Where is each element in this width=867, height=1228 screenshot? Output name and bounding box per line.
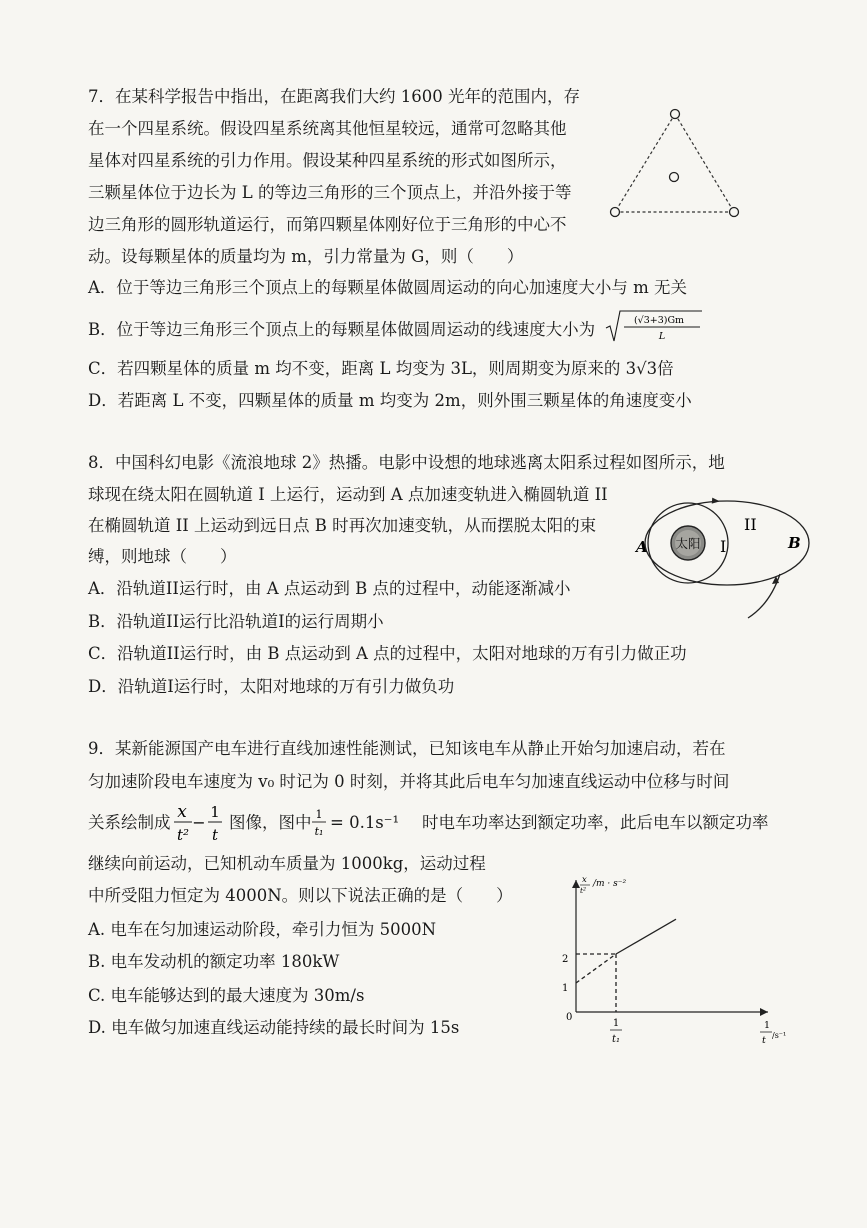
orbit-ii xyxy=(645,501,809,585)
q7-option-c: C．若四颗星体的质量 m 均不变，距离 L 均变为 3L，则周期变为原来的 3√3倍 xyxy=(88,359,674,378)
q9-stem-line-1: 9．某新能源国产电车进行直线加速性能测试，已知该电车从静止开始匀加速启动，若在 xyxy=(88,739,726,758)
q9-fraction-expression xyxy=(172,800,228,846)
q8-option-c: C．沿轨道II运行时，由 B 点运动到 A 点的过程中，太阳对地球的万有引力做正功 xyxy=(88,644,687,663)
q9-condition-fraction xyxy=(310,806,328,842)
svg-text:1: 1 xyxy=(764,1020,771,1031)
formula-numerator: (√3+3)Gm xyxy=(633,315,685,326)
q7-stem-line-6: 动。设每颗星体的质量均为 m，引力常量为 G，则（ ） xyxy=(88,247,524,266)
y-tick-1: 1 xyxy=(562,983,569,994)
y-axis-label xyxy=(580,875,627,895)
q9-option-b: B. 电车发动机的额定功率 180kW xyxy=(88,952,340,971)
q9-stem-line-3-d: 时电车功率达到额定功率，此后电车以额定功率 xyxy=(422,813,769,832)
q8-stem-line-1: 8．中国科幻电影《流浪地球 2》热播。电影中设想的地球逃离太阳系过程如图所示，地 xyxy=(88,453,725,472)
point-a-label: A xyxy=(636,538,648,556)
svg-text:1: 1 xyxy=(612,1018,620,1029)
y-axis-arrow-icon xyxy=(572,880,580,888)
y-tick-2: 2 xyxy=(562,954,569,965)
svg-text:t: t xyxy=(762,1035,766,1046)
frac-minus: − xyxy=(192,813,206,832)
x-axis-arrow-icon xyxy=(760,1008,768,1016)
solid-segment xyxy=(616,919,676,954)
q7-stem-line-3: 星体对四星系统的引力作用。假设某种四星系统的形式如图所示， xyxy=(88,151,567,170)
q9-stem-line-3-a: 关系绘制成 xyxy=(88,813,171,832)
star-top xyxy=(671,110,680,119)
point-b-label: B xyxy=(788,534,801,552)
q9-stem-line-2: 匀加速阶段电车速度为 v₀ 时记为 0 时刻，并将其此后电车匀加速直线运动中位移与时间 xyxy=(88,772,730,791)
star-left xyxy=(611,208,620,217)
star-right xyxy=(730,208,739,217)
q9-stem-line-5: 中所受阻力恒定为 4000N。则以下说法正确的是（ ） xyxy=(88,886,513,905)
q7-stem-line-4: 三颗星体位于边长为 L 的等边三角形的三个顶点上，并沿外接于等 xyxy=(88,183,572,202)
q9-stem-line-3-c: = 0.1s⁻¹ xyxy=(330,813,400,832)
svg-text:t²: t² xyxy=(580,886,587,895)
q7-option-d: D．若距离 L 不变，四颗星体的质量 m 均变为 2m，则外围三颗星体的角速度变小 xyxy=(88,391,692,410)
q9-graph xyxy=(530,866,820,1056)
svg-text:/s⁻¹: /s⁻¹ xyxy=(772,1031,787,1040)
q7-stem-line-5: 边三角形的圆形轨道运行，而第四颗星体刚好位于三角形的中心不 xyxy=(88,215,567,234)
cond-one: 1 xyxy=(315,808,323,821)
q7-stem-line-2: 在一个四星系统。假设四星系统离其他恒星较远，通常可忽略其他 xyxy=(88,119,567,138)
q8-option-d: D．沿轨道I运行时，太阳对地球的万有引力做负功 xyxy=(88,677,455,696)
sun-label: 太阳 xyxy=(675,536,701,551)
frac-t2: t² xyxy=(176,826,190,844)
x-axis-label xyxy=(760,1020,786,1046)
q9-stem-line-4: 继续向前运动，已知机动车质量为 1000kg，运动过程 xyxy=(88,854,486,873)
direction-arrow-icon xyxy=(712,498,720,505)
orbit-i-label: I xyxy=(720,537,727,556)
frac-one: 1 xyxy=(210,803,220,821)
q7-option-a: A．位于等边三角形三个顶点上的每颗星体做圆周运动的向心加速度大小与 m 无关 xyxy=(88,278,688,297)
dashed-segment xyxy=(576,954,616,983)
svg-text:t₁: t₁ xyxy=(611,1034,621,1045)
q8-option-a: A．沿轨道II运行时，由 A 点运动到 B 点的过程中，动能逐渐减小 xyxy=(88,579,571,598)
q8-orbit-figure xyxy=(630,486,810,626)
svg-text:x: x xyxy=(582,875,587,885)
q8-stem-line-3: 在椭圆轨道 II 上运动到远日点 B 时再次加速变轨，从而摆脱太阳的束 xyxy=(88,516,597,535)
q7-option-b: B．位于等边三角形三个顶点上的每颗星体做圆周运动的线速度大小为 xyxy=(88,320,596,339)
q9-stem-line-3-b: 图像，图中 xyxy=(229,813,312,832)
star-center xyxy=(670,173,679,182)
svg-text:/m · s⁻²: /m · s⁻² xyxy=(593,879,627,889)
q7-stem-line-1: 7．在某科学报告中指出，在距离我们大约 1600 光年的范围内，存 xyxy=(88,87,580,106)
q8-stem-line-2: 球现在绕太阳在圆轨道 I 上运行，运动到 A 点加速变轨进入椭圆轨道 II xyxy=(88,485,608,504)
frac-t: t xyxy=(211,826,219,844)
x-tick-0: 0 xyxy=(566,1012,573,1023)
q7-triangle-figure xyxy=(605,104,755,224)
cond-t1: t₁ xyxy=(314,825,324,838)
q9-option-c: C. 电车能够达到的最大速度为 30m/s xyxy=(88,986,365,1005)
q9-option-d: D. 电车做匀加速直线运动能持续的最长时间为 15s xyxy=(88,1018,460,1037)
x-tick-1-over-t1 xyxy=(610,1018,622,1045)
formula-denominator: L xyxy=(658,331,666,342)
q8-stem-line-4: 缚，则地球（ ） xyxy=(88,547,237,566)
q9-option-a: A. 电车在匀加速运动阶段，牵引力恒为 5000N xyxy=(88,920,437,939)
q7-option-b-formula xyxy=(604,308,704,344)
orbit-ii-label: II xyxy=(744,515,757,534)
frac-x: x xyxy=(177,802,187,822)
q8-option-b: B．沿轨道II运行比沿轨道I的运行周期小 xyxy=(88,612,384,631)
